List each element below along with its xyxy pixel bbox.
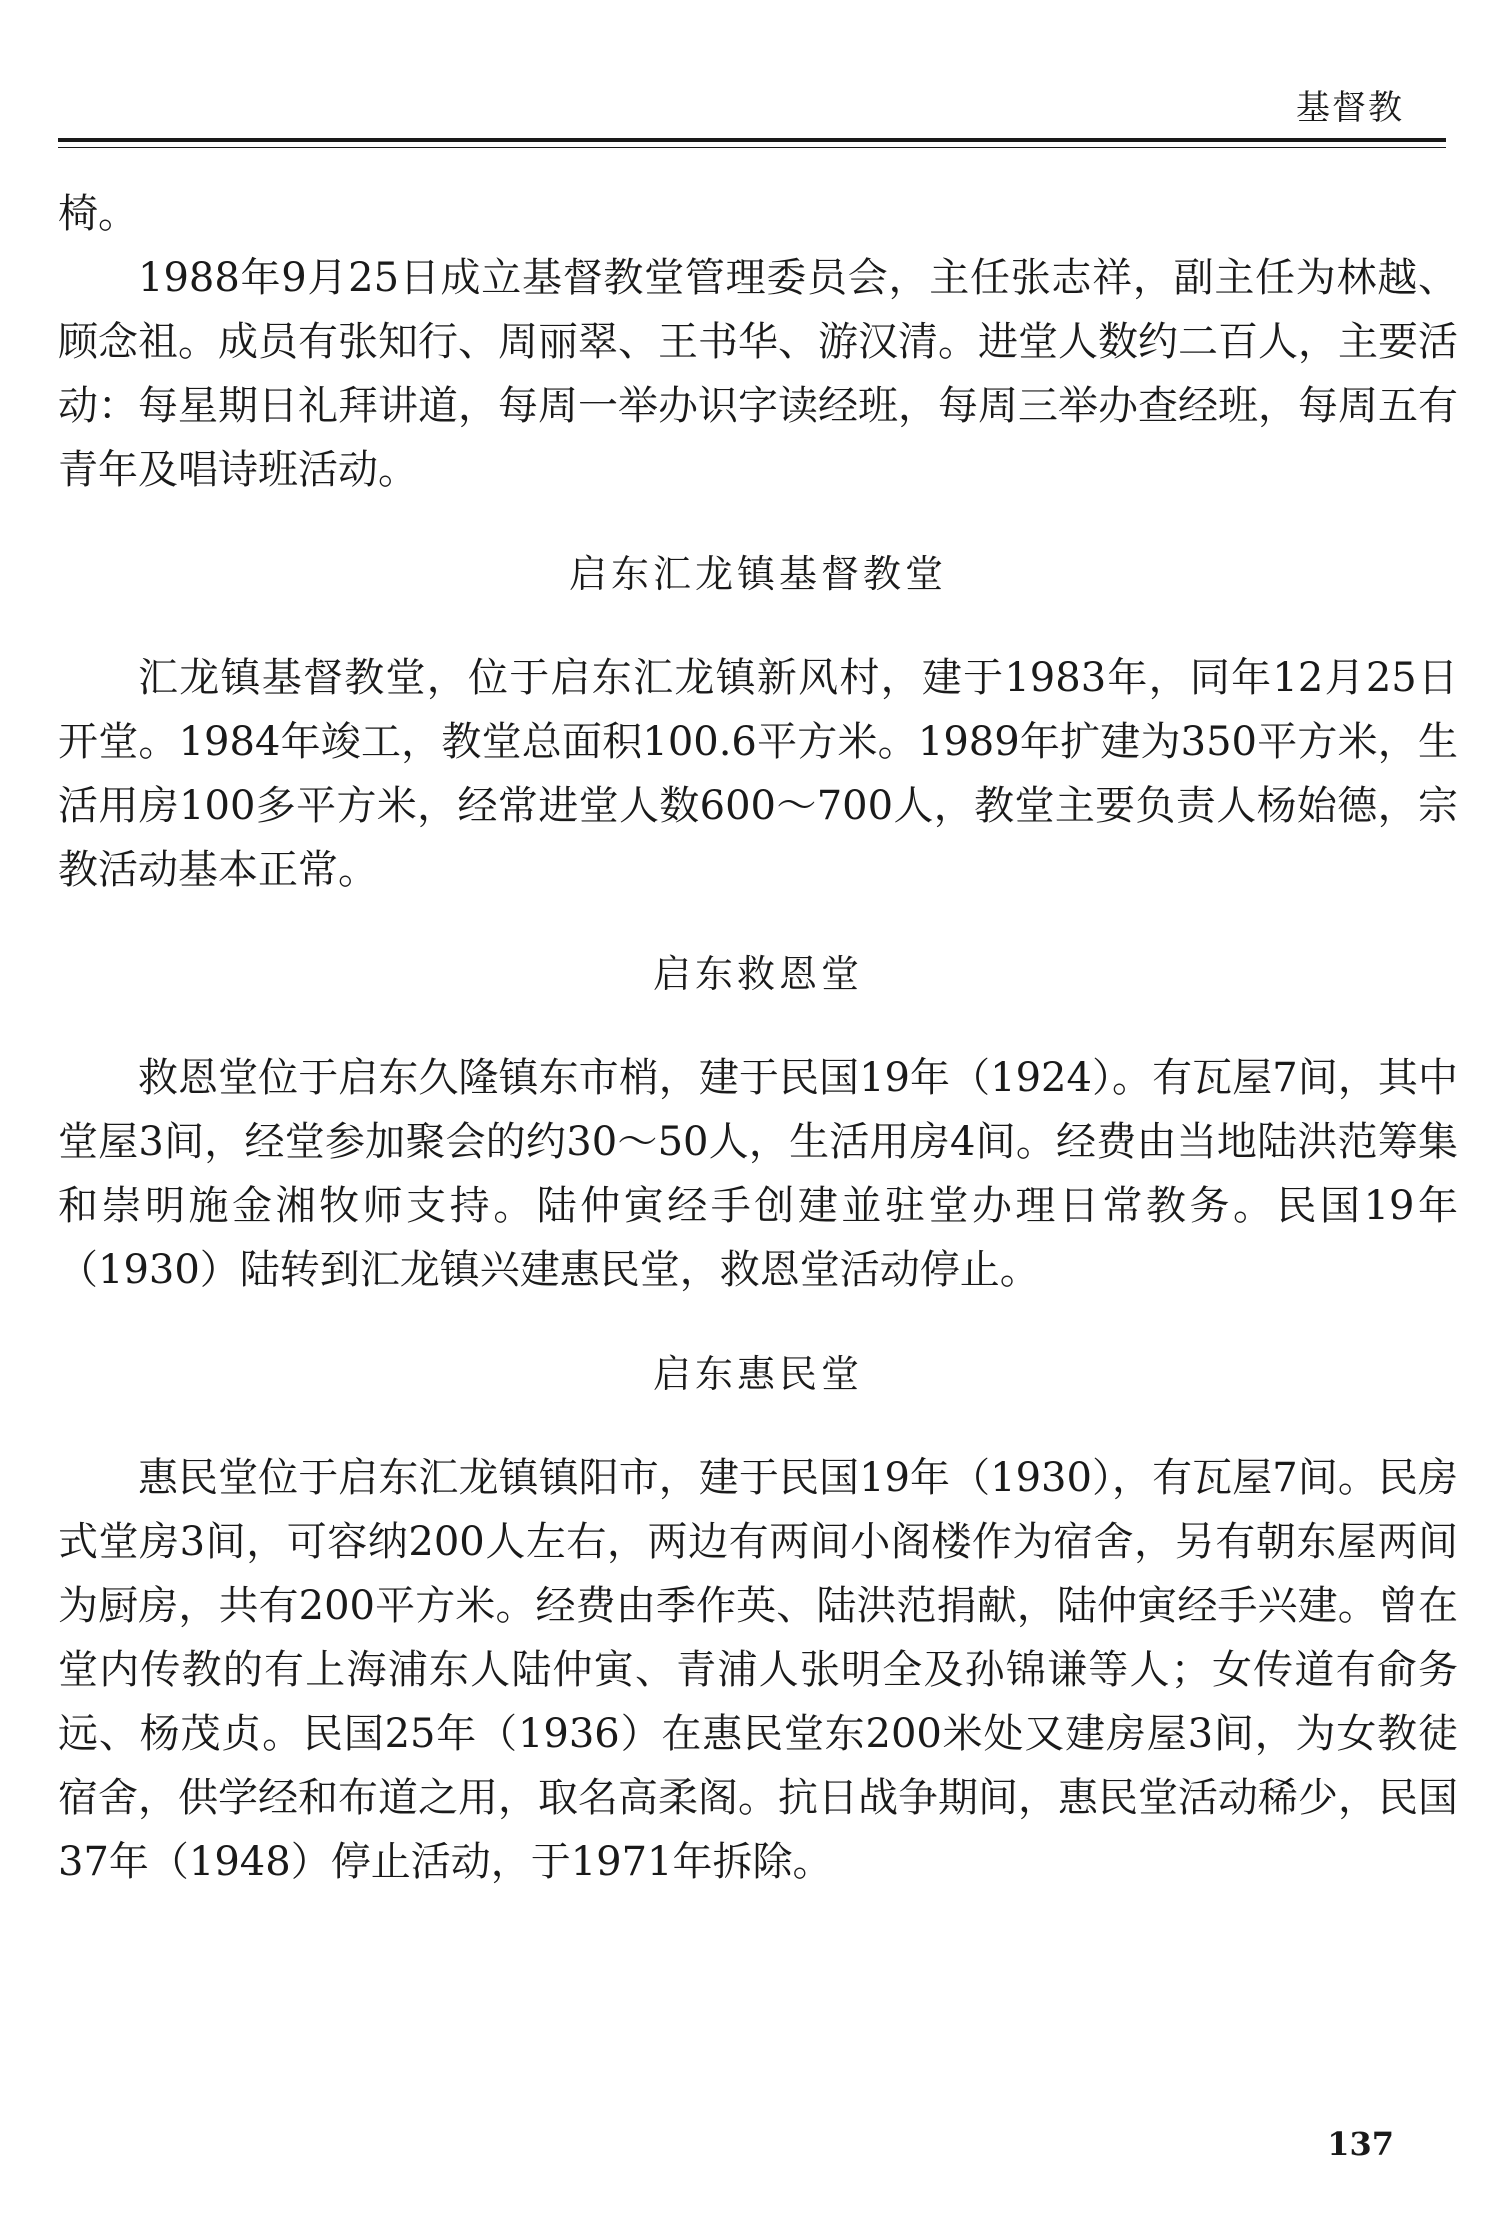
paragraph-jiuen: 救恩堂位于启东久隆镇东市梢，建于民国19年（1924）。有瓦屋7间，其中堂屋3间，经堂参加聚会的约30～50人，生活用房4间。经费由当地陆洪范筹集和崇明施金湘牧师支持。陆仲寅经手创建並驻堂办理日常教务。民国19年（1930）陆转到汇龙镇兴建惠民堂，救恩堂活动停止。 — [58, 1055, 1458, 1293]
page-number: 137 — [1327, 2125, 1394, 2163]
body-text — [58, 182, 1458, 1894]
paragraph-committee: 1988年9月25日成立基督教堂管理委员会，主任张志祥，副主任为林越、顾念祖。成员有张知行、周丽翠、王书华、游汉清。进堂人数约二百人，主要活动：每星期日礼拜讲道，每周一举办识字读经班，每周三举办查经班，每周五有青年及唱诗班活动。 — [58, 255, 1458, 493]
paragraph-huilong: 汇龙镇基督教堂，位于启东汇龙镇新风村，建于1983年，同年12月25日开堂。1984年竣工，教堂总面积100.6平方米。1989年扩建为350平方米，生活用房100多平方米，经常进堂人数600～700人，教堂主要负责人杨始德，宗教活动基本正常。 — [58, 655, 1458, 893]
section-heading-huimin: 启东惠民堂 — [652, 1352, 863, 1396]
continuation-text: 椅。 — [58, 191, 138, 237]
paragraph-huimin: 惠民堂位于启东汇龙镇镇阳市，建于民国19年（1930），有瓦屋7间。民房式堂房3间，可容纳200人左右，两边有两间小阁楼作为宿舍，另有朝东屋两间为厨房，共有200平方米。经费由季作英、陆洪范捐献，陆仲寅经手兴建。曾在堂内传教的有上海浦东人陆仲寅、青浦人张明全及孙锦谦等人；女传道有俞务远、杨茂贞。民国25年（1936）在惠民堂东200米处又建房屋3间，为女教徒宿舍，供学经和布道之用，取名高柔阁。抗日战争期间，惠民堂活动稀少，民国37年（1948）停止活动，于1971年拆除。 — [58, 1455, 1458, 1885]
section-heading-huilong: 启东汇龙镇基督教堂 — [568, 552, 947, 596]
header-rule-thick — [58, 138, 1446, 142]
section-heading-jiuen: 启东救恩堂 — [652, 952, 863, 996]
header-rule-thin — [58, 147, 1446, 148]
running-head: 基督教 — [1296, 88, 1404, 128]
